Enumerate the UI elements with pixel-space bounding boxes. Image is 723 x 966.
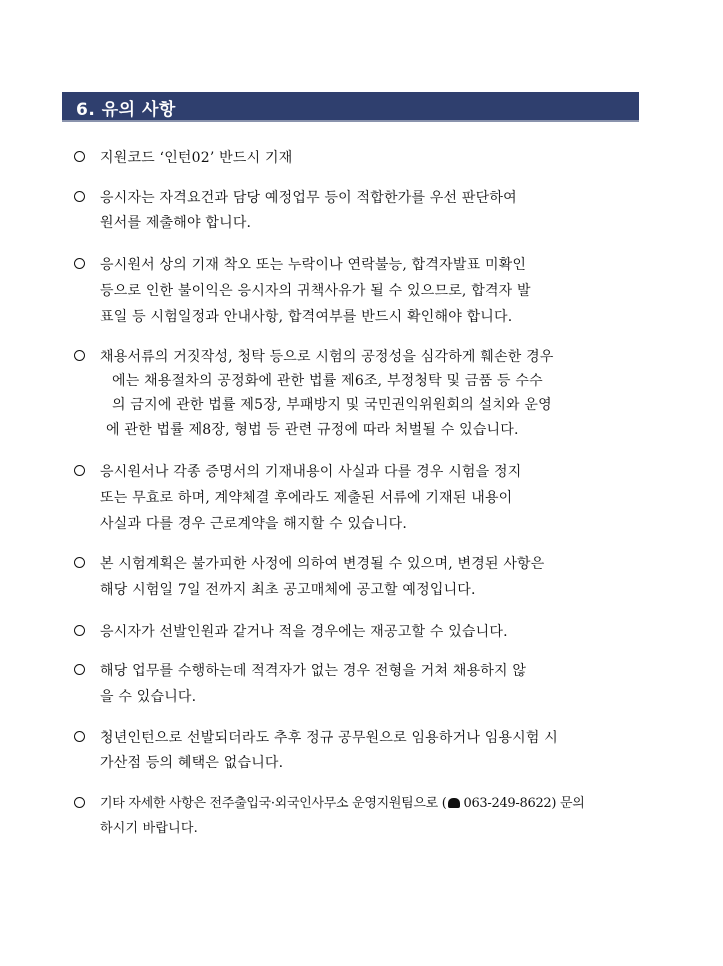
circle-bullet-icon <box>74 350 85 361</box>
notice-line: 의 금지에 관한 법률 제5장, 부패방지 및 국민권익위원회의 설치와 운영 <box>112 397 552 413</box>
notice-line: 응시자가 선발인원과 같거나 적을 경우에는 재공고할 수 있습니다. <box>100 624 508 640</box>
notice-line: 에는 채용절차의 공정화에 관한 법률 제6조, 부정청탁 및 금품 등 수수 <box>112 373 543 389</box>
notice-line: 해당 업무를 수행하는데 적격자가 없는 경우 전형을 거쳐 채용하지 않 <box>100 663 527 679</box>
phone-number: 063-249-8622 <box>463 796 552 811</box>
notice-line: 에 관한 법률 제8장, 형법 등 관련 규정에 따라 처벌될 수 있습니다. <box>106 422 519 438</box>
notice-line: 응시자는 자격요건과 담당 예정업무 등이 적합한가를 우선 판단하여 <box>100 190 517 206</box>
circle-bullet-icon <box>74 465 85 476</box>
circle-bullet-icon <box>74 557 85 568</box>
notice-line: 본 시험계획은 불가피한 사정에 의하여 변경될 수 있으며, 변경된 사항은 <box>100 556 545 572</box>
notice-line: 해당 시험일 7일 전까지 최초 공고매체에 공고할 예정입니다. <box>100 582 476 598</box>
notice-line: 청년인턴으로 선발되더라도 추후 정규 공무원으로 임용하거나 임용시험 시 <box>100 730 558 746</box>
phone-suffix: ) 문의 <box>551 796 585 811</box>
notice-line: 원서를 제출해야 합니다. <box>100 215 252 231</box>
notice-line: 또는 무효로 하며, 계약체결 후에라도 제출된 서류에 기재된 내용이 <box>100 490 513 506</box>
circle-bullet-icon <box>74 731 85 742</box>
notice-line: 가산점 등의 혜택은 없습니다. <box>100 755 284 771</box>
notice-line: 등으로 인한 불이익은 응시자의 귀책사유가 될 수 있으므로, 합격자 발 <box>100 283 531 299</box>
notice-line: 하시기 바랍니다. <box>100 821 198 836</box>
section-title: 6. 유의 사항 <box>76 100 176 120</box>
notice-line: 응시원서 상의 기재 착오 또는 누락이나 연락불능, 합격자발표 미확인 <box>100 257 527 273</box>
section-header <box>62 92 639 122</box>
notice-line: 채용서류의 거짓작성, 청탁 등으로 시험의 공정성을 심각하게 훼손한 경우 <box>100 349 554 365</box>
notice-line-text: 기타 자세한 사항은 전주출입국·외국인사무소 운영지원팀으로 ( <box>100 796 447 811</box>
circle-bullet-icon <box>74 625 85 636</box>
circle-bullet-icon <box>74 151 85 162</box>
notice-line: 을 수 있습니다. <box>100 689 197 705</box>
circle-bullet-icon <box>74 191 85 202</box>
notice-line: 표일 등 시험일정과 안내사항, 합격여부를 반드시 확인해야 합니다. <box>100 309 513 325</box>
telephone-icon <box>448 798 460 808</box>
circle-bullet-icon <box>74 664 85 675</box>
notice-line: 응시원서나 각종 증명서의 기재내용이 사실과 다를 경우 시험을 정지 <box>100 464 522 480</box>
notice-line: 사실과 다를 경우 근로계약을 해지할 수 있습니다. <box>100 516 408 532</box>
notice-line: 지원코드 ‘인턴02’ 반드시 기재 <box>100 150 293 166</box>
notice-line <box>100 795 585 813</box>
circle-bullet-icon <box>74 258 85 269</box>
circle-bullet-icon <box>74 797 85 808</box>
